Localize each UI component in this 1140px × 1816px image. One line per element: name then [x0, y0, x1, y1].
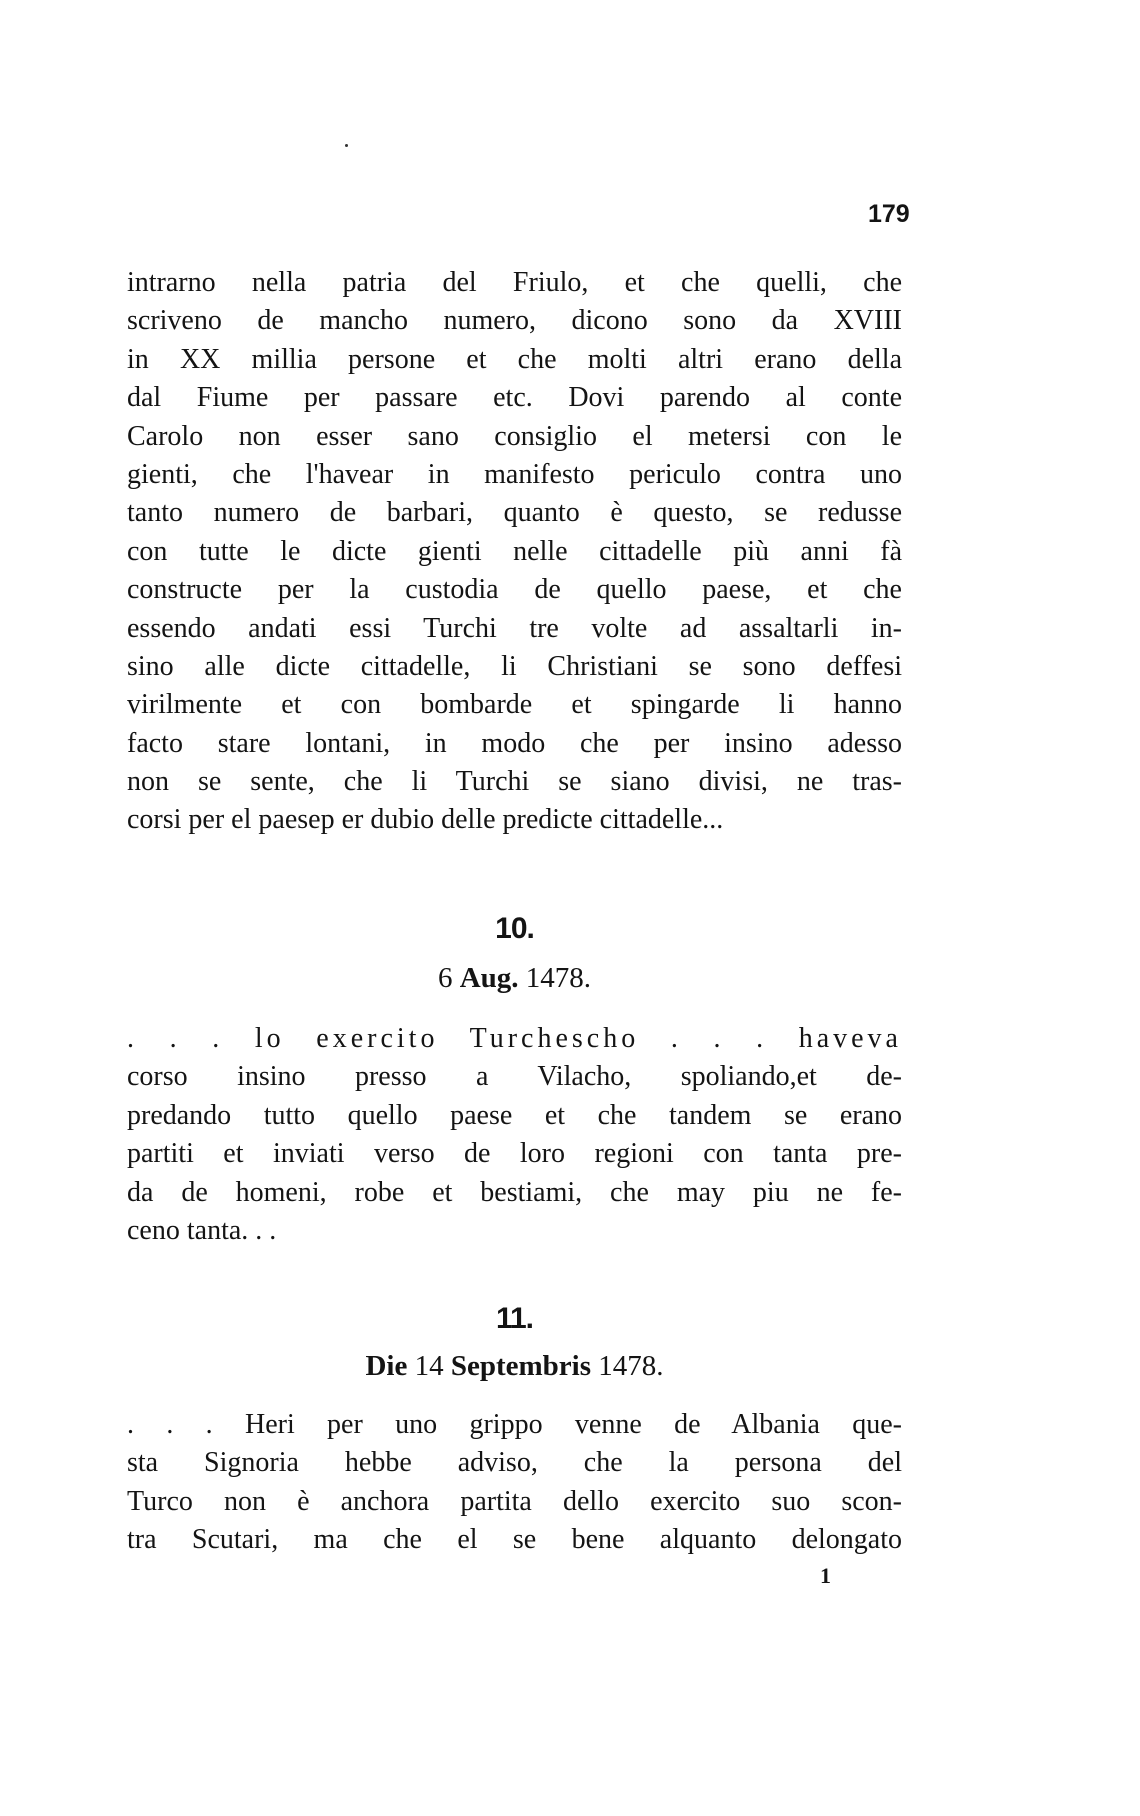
text-line: sino alle dicte cittadelle, li Christiani se sono deffesi	[127, 650, 902, 682]
text-line: con tutte le dicte gienti nelle cittadelle più anni fà	[127, 535, 902, 567]
text-line: gienti, che l'havear in manifesto periculo contra uno	[127, 458, 902, 490]
signature-mark: 1	[820, 1563, 831, 1588]
text-line: corso insino presso a Vilacho, spoliando,et de-	[127, 1061, 902, 1093]
date-day: 14	[414, 1350, 444, 1382]
section-number: 10.	[495, 912, 534, 945]
text-line: intrarno nella patria del Friulo, et che quelli, che	[127, 267, 902, 298]
text-line: corsi per el paesep er dubio delle predicte cittadelle...	[127, 804, 724, 836]
text-line: essendo andati essi Turchi tre volte ad assaltarli in-	[127, 612, 902, 644]
text-line: . . . Heri per uno grippo venne de Albania que-	[127, 1409, 902, 1440]
text-line: dal Fiume per passare etc. Dovi parendo al conte	[127, 382, 902, 414]
section-date	[127, 962, 902, 995]
text-line: facto stare lontani, in modo che per insino adesso	[127, 727, 902, 759]
text-line: partiti et inviati verso de loro regioni con tanta pre-	[127, 1138, 902, 1170]
text-line: tanto numero de barbari, quanto è questo, se redusse	[127, 497, 902, 529]
section-10-paragraph	[127, 1020, 902, 1250]
text-line: predando tutto quello paese et che tandem se erano	[127, 1099, 902, 1131]
text-line: tra Scutari, ma che el se bene alquanto delongato	[127, 1524, 902, 1556]
text-line: . . . lo exercito Turchescho . . . haveva	[127, 1023, 902, 1054]
text-line: scriveno de mancho numero, dicono sono da XVIII	[127, 305, 902, 337]
section-11-paragraph	[127, 1406, 902, 1560]
text-line: in XX millia persone et che molti altri erano della	[127, 343, 902, 375]
text-line: sta Signoria hebbe adviso, che la persona del	[127, 1447, 902, 1479]
date-month: Aug.	[459, 962, 519, 994]
section-number: 11.	[495, 1302, 534, 1335]
text-line: Carolo non esser sano consiglio el metersi con le	[127, 420, 902, 452]
page-number: 179	[868, 200, 910, 228]
date-year: 1478.	[525, 962, 592, 994]
intro-paragraph	[127, 264, 902, 840]
print-speck	[345, 144, 348, 147]
text-line: constructe per la custodia de quello paese, et che	[127, 574, 902, 606]
text-line: non se sente, che li Turchi se siano divisi, ne tras-	[127, 766, 902, 798]
text-line: da de homeni, robe et bestiami, che may piu ne fe-	[127, 1176, 902, 1208]
text-line: ceno tanta. . .	[127, 1214, 277, 1246]
text-line: virilmente et con bombarde et spingarde li hanno	[127, 689, 902, 721]
section-date	[127, 1350, 902, 1383]
date-prefix: Die	[365, 1350, 408, 1382]
text-line: Turco non è anchora partita dello exercito suo scon-	[127, 1485, 902, 1517]
date-year: 1478.	[598, 1350, 664, 1382]
date-day: 6	[437, 962, 453, 994]
date-month: Septembris	[450, 1350, 592, 1382]
